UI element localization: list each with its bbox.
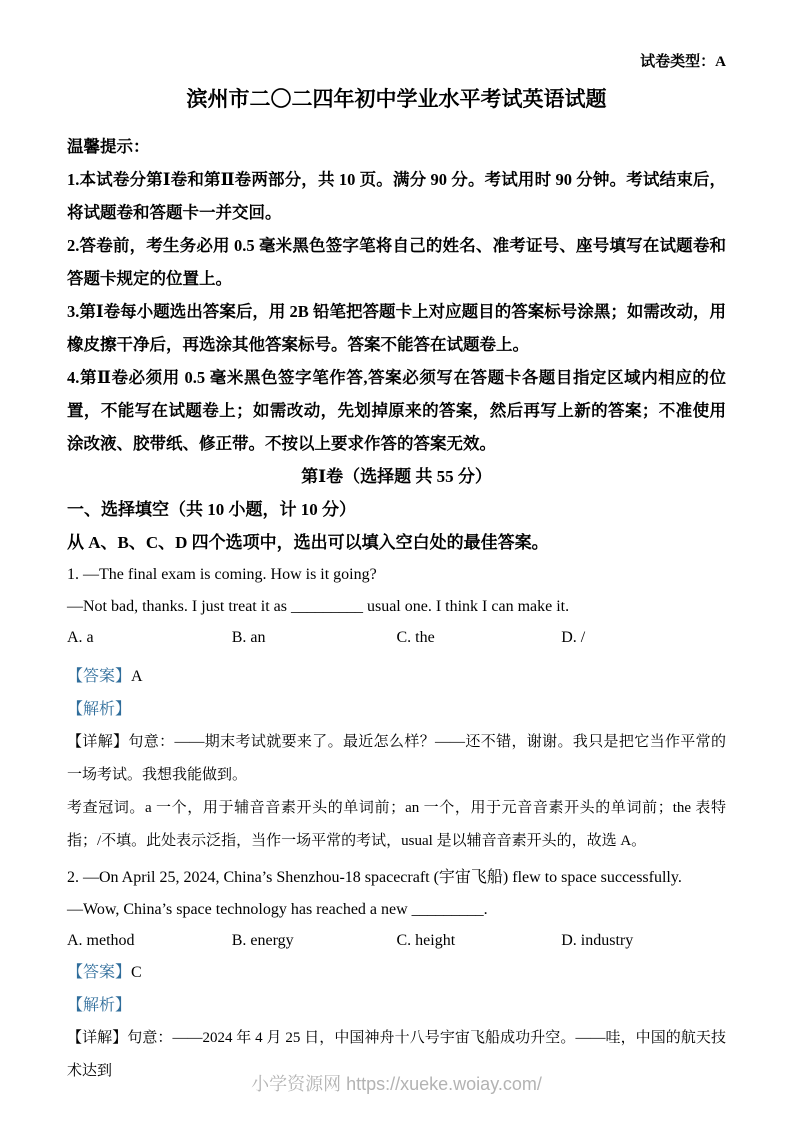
question1-analysis-line	[67, 693, 726, 726]
tips-heading: 温馨提示：	[67, 137, 150, 156]
question1-answer-line	[67, 660, 726, 693]
question1-answer-value: A	[131, 668, 143, 685]
tip-item-3: 3.第Ⅰ卷每小题选出答案后，用 2B 铅笔把答题卡上对应题目的答案标号涂黑；如需改动，用橡皮擦干净后，再选涂其他答案标号。答案不能答在试题卷上。	[67, 302, 726, 354]
question-block-1	[67, 559, 726, 858]
question2-stem-line2: —Wow, China’s space technology has reached a new _________.	[67, 901, 488, 918]
question1-option-b: B. an	[231, 629, 266, 646]
question1-option-d: D. /	[561, 629, 586, 646]
answer-label: 【答案】	[67, 668, 132, 685]
question1-stem-line2: —Not bad, thanks. I just treat it as _________ usual one. I think I can make it.	[67, 598, 570, 615]
question1-option-c: C. the	[396, 629, 435, 646]
question1-explanation-2: 考查冠词。a 一个，用于辅音音素开头的单词前；an 一个，用于元音音素开头的单词前；the 表特指；/不填。此处表示泛指，当作一场平常的考试，usual 是以辅音音素开头的，故选 A。	[67, 800, 726, 849]
question2-option-c: C. height	[396, 932, 456, 949]
question2-answer-line	[67, 956, 726, 989]
question2-explanation-1: 【详解】句意：——2024 年 4 月 25 日，中国神舟十八号宇宙飞船成功升空。——哇，中国的航天技术达到	[67, 1030, 726, 1079]
part1-instruction: 从 A、B、C、D 四个选项中，选出可以填入空白处的最佳答案。	[67, 533, 549, 552]
question2-stem-line1: 2. —On April 25, 2024, China’s Shenzhou-18 spacecraft (宇宙飞船) flew to space successfully.	[67, 869, 682, 886]
tip-item-2: 2.答卷前，考生务必用 0.5 毫米黑色签字笔将自己的姓名、准考证号、座号填写在试题卷和答题卡规定的位置上。	[67, 236, 726, 288]
analysis-label: 【解析】	[67, 997, 132, 1014]
question2-options	[67, 926, 726, 956]
question1-options	[67, 623, 726, 653]
question1-stem-line1: 1. —The final exam is coming. How is it going?	[67, 566, 377, 583]
question1-option-a: A. a	[67, 629, 94, 646]
paper-type-label: 试卷类型：A	[640, 54, 726, 70]
page-title: 滨州市二〇二四年初中学业水平考试英语试题	[186, 87, 607, 111]
question2-option-d: D. industry	[561, 932, 634, 949]
analysis-label: 【解析】	[67, 701, 132, 718]
question2-analysis-line	[67, 989, 726, 1022]
question2-answer-value: C	[131, 964, 142, 981]
section1-heading: 第Ⅰ卷（选择题 共 55 分）	[301, 467, 492, 486]
answer-label: 【答案】	[67, 964, 132, 981]
part1-heading: 一、选择填空（共 10 小题，计 10 分）	[67, 500, 356, 519]
watermark-footer: 小学资源网 https://xueke.woiay.com/	[251, 1074, 542, 1094]
question-block-2	[67, 862, 726, 1088]
question2-option-b: B. energy	[231, 932, 294, 949]
question2-option-a: A. method	[67, 932, 135, 949]
tip-item-4: 4.第Ⅱ卷必须用 0.5 毫米黑色签字笔作答,答案必须写在答题卡各题目指定区域内相应的位置，不能写在试题卷上；如需改动，先划掉原来的答案，然后再写上新的答案；不准使用涂改液、胶带纸、修正带。不按以上要求作答的答案无效。	[67, 368, 726, 453]
tip-item-1: 1.本试卷分第Ⅰ卷和第Ⅱ卷两部分，共 10 页。满分 90 分。考试用时 90 分钟。考试结束后，将试题卷和答题卡一并交回。	[67, 170, 726, 222]
question1-explanation-1: 【详解】句意：——期末考试就要来了。最近怎么样？——还不错，谢谢。我只是把它当作平常的一场考试。我想我能做到。	[67, 734, 726, 783]
